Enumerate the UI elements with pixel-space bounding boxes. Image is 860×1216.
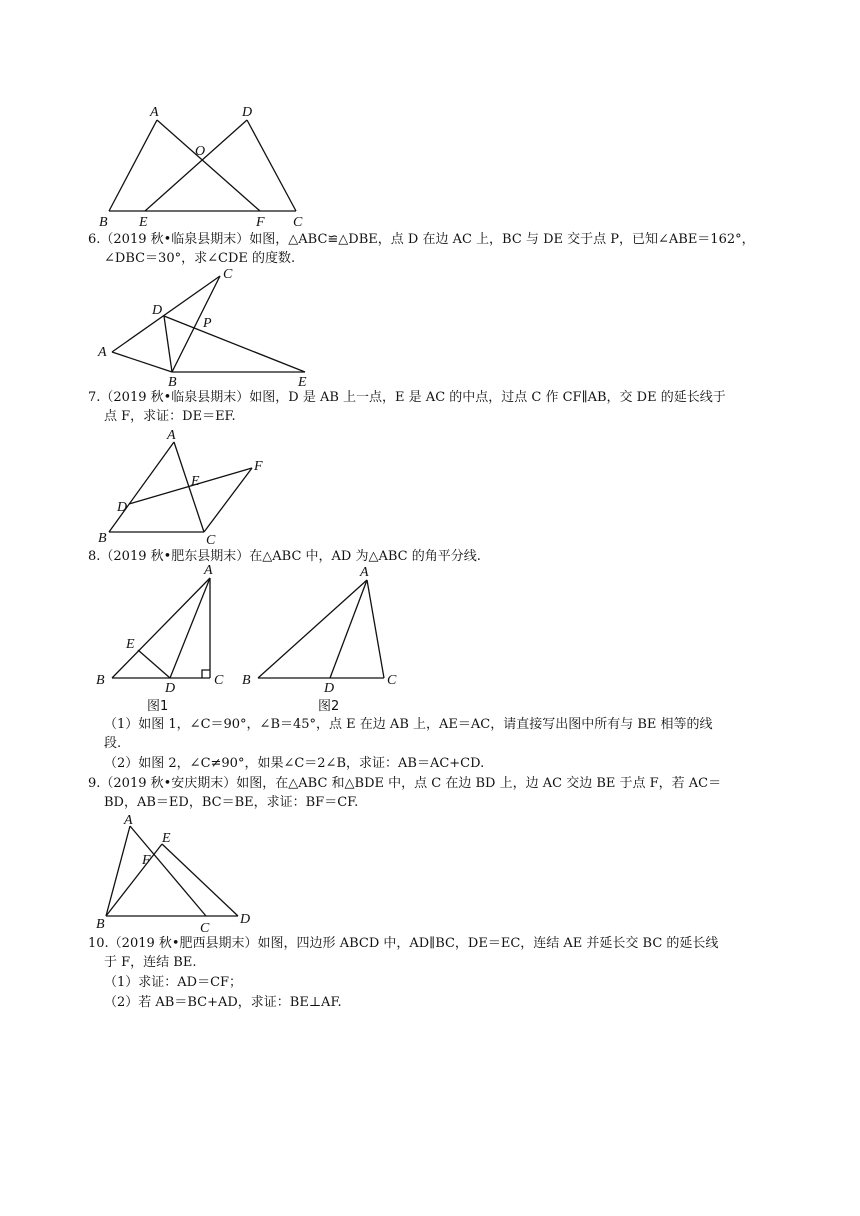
problem10-part2: （2）若 AB＝BC+AD，求证：BE⊥AF. — [104, 995, 342, 1010]
label-F: F — [256, 215, 265, 230]
segment-BC — [172, 276, 220, 372]
label-O: O — [195, 144, 206, 159]
segment-AB — [258, 580, 367, 678]
problem8-part2: （2）如图 2，∠C≠90°，如果∠C＝2∠B，求证：AB＝AC+CD. — [104, 756, 485, 771]
label-A: A — [124, 813, 133, 828]
label-A: A — [167, 428, 176, 443]
segment-AC — [112, 276, 220, 352]
label-A: A — [360, 565, 369, 580]
segment-AB — [112, 352, 172, 372]
problem8-part1-line2: 段. — [104, 736, 122, 751]
label-C: C — [206, 533, 216, 548]
problem7-text-line2: 点 F，求证：DE＝EF. — [104, 409, 236, 424]
segment-AC — [367, 580, 384, 678]
segment-BE — [106, 844, 162, 916]
label-E: E — [126, 637, 135, 652]
label-F: F — [142, 853, 151, 868]
figure-problem5 — [95, 100, 325, 230]
label-B: B — [99, 215, 108, 230]
label-B: B — [98, 531, 107, 546]
label-D: D — [117, 500, 128, 515]
segment-AB — [112, 578, 210, 678]
segment-DE — [164, 316, 305, 372]
segment-CF — [204, 468, 252, 532]
label-E: E — [298, 375, 307, 390]
label-E: E — [191, 474, 200, 489]
label-P: P — [203, 316, 212, 331]
caption-fig2: 图2 — [318, 699, 340, 714]
caption-fig1: 图1 — [147, 699, 169, 714]
problem9-text-line2: BD，AB＝ED，BC＝BE，求证：BF＝CF. — [104, 795, 359, 810]
problem8-part1-line1: （1）如图 1，∠C＝90°，∠B＝45°，点 E 在边 AB 上，AE＝AC，请直接写出图中所有与 BE 相等的线 — [104, 717, 713, 732]
label-F: F — [254, 459, 263, 474]
problem9-text-line1: 9.（2019 秋•安庆期末）如图，在△ABC 和△BDE 中，点 C 在边 BD 上，边 AC 交边 BE 于点 F，若 AC＝ — [88, 776, 722, 791]
figure-problem8-fig1 — [92, 560, 242, 718]
label-B: B — [168, 375, 177, 390]
label-B: B — [242, 673, 251, 688]
problem8-text-line1: 8.（2019 秋•肥东县期末）在△ABC 中，AD 为△ABC 的角平分线. — [88, 549, 481, 564]
label-D: D — [242, 105, 253, 120]
label-D: D — [324, 681, 335, 696]
segment-AB — [106, 826, 130, 916]
label-B: B — [96, 673, 105, 688]
problem10-text-line2: 于 F，连结 BE. — [104, 955, 197, 970]
label-A: A — [98, 345, 107, 360]
segment-AD — [170, 578, 210, 678]
label-C: C — [214, 673, 224, 688]
figure-problem7 — [90, 424, 280, 546]
label-C: C — [293, 215, 303, 230]
segment-ED — [162, 844, 238, 916]
problem7-text-line1: 7.（2019 秋•临泉县期末）如图，D 是 AB 上一点，E 是 AC 的中点，过点 C 作 CF∥AB，交 DE 的延长线于 — [88, 390, 726, 405]
label-D: D — [240, 912, 251, 927]
label-B: B — [96, 917, 105, 932]
segment-ED — [138, 650, 170, 678]
problem6-text-line1: 6.（2019 秋•临泉县期末）如图，△ABC≌△DBE，点 D 在边 AC 上，BC 与 DE 交于点 P，已知∠ABE＝162°， — [88, 232, 755, 247]
label-C: C — [387, 673, 397, 688]
problem10-text-line1: 10.（2019 秋•肥西县期末）如图，四边形 ABCD 中，AD∥BC，DE＝EC，连结 AE 并延长交 BC 的延长线 — [88, 936, 719, 951]
label-E: E — [139, 215, 148, 230]
problem6-text-line2: ∠DBC＝30°，求∠CDE 的度数. — [104, 251, 296, 266]
problem10-part1: （1）求证：AD＝CF； — [104, 975, 243, 990]
label-C: C — [200, 921, 210, 936]
label-C: C — [223, 267, 233, 282]
segment-DC — [247, 120, 296, 211]
label-A: A — [150, 105, 159, 120]
segment-DB — [164, 316, 172, 372]
segment-AB — [109, 120, 157, 211]
label-E: E — [162, 831, 171, 846]
figure-problem9 — [90, 808, 270, 934]
label-D: D — [152, 303, 163, 318]
label-A: A — [204, 563, 213, 578]
figure-problem8-fig2 — [240, 560, 410, 718]
segment-AD — [330, 580, 367, 678]
segment-AB — [109, 442, 174, 532]
figure-problem6 — [90, 264, 320, 388]
segment-DE — [145, 120, 247, 211]
label-D: D — [165, 681, 176, 696]
right-angle-mark — [202, 670, 210, 678]
segment-AF — [157, 120, 260, 211]
